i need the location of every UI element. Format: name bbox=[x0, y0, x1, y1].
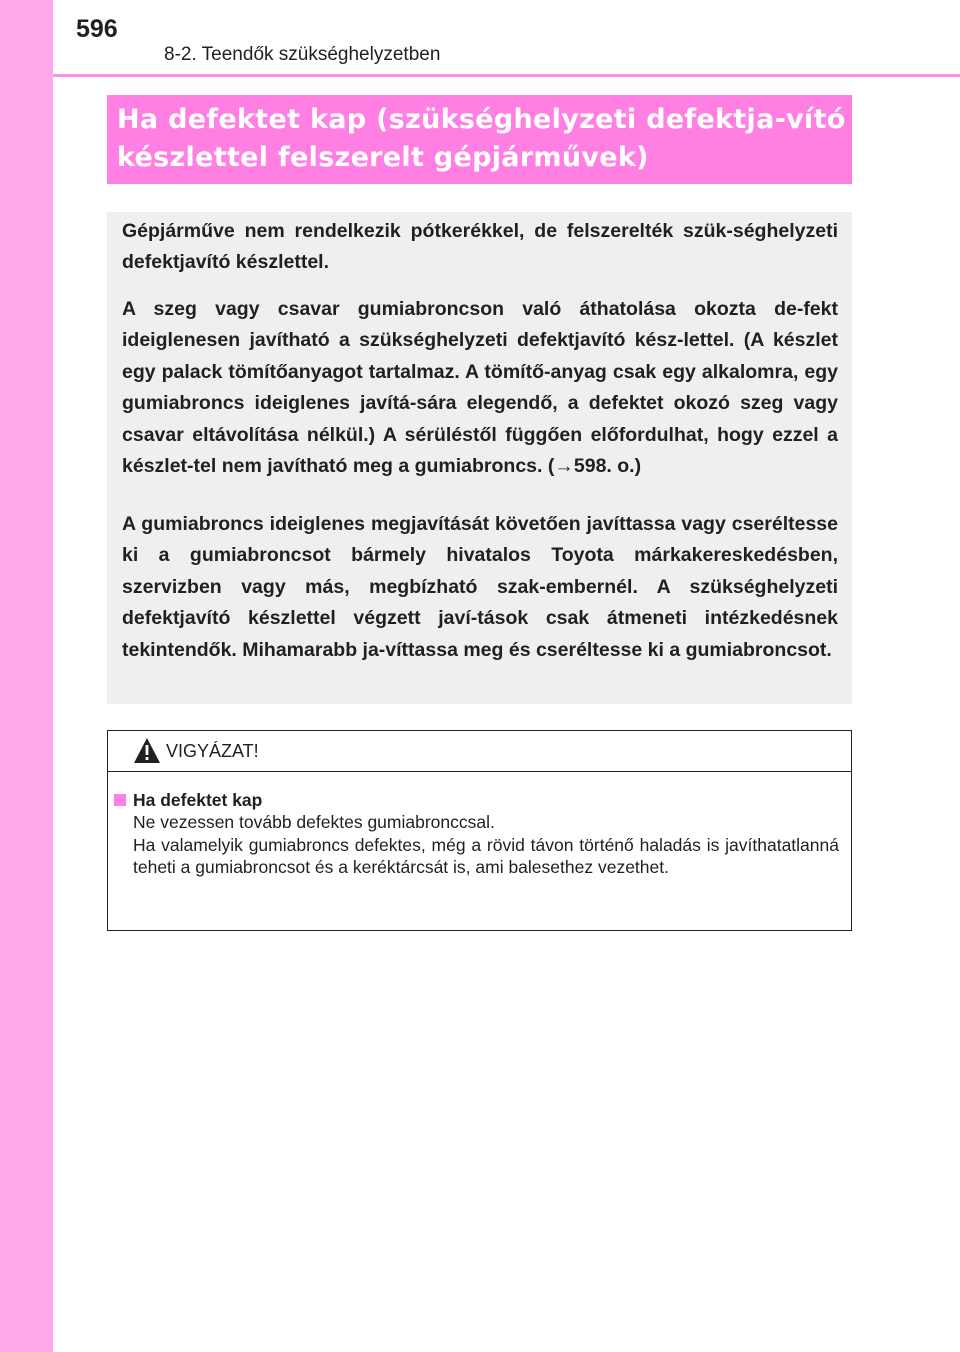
caution-line-1: Ne vezessen tovább defektes gumiabronccsal. bbox=[133, 812, 495, 832]
page-reference-link[interactable]: 598. o.) bbox=[573, 455, 642, 478]
side-color-strip bbox=[0, 0, 53, 1352]
info-paragraph-3: A gumiabroncs ideiglenes megjavítását követően javíttassa vagy cseréltesse ki a gumiabroncsot bármely hivatalos Toyota márkakereskedésben, szervizben vagy más, megbízható szak-embernél. A szükséghelyzeti defektjavító készlettel végzett javí-tások csak átmeneti intézkedésnek tekintendők. Mihamarabb ja-víttassa meg és cseréltesse ki a gumiabroncsot. bbox=[122, 513, 838, 661]
topic-heading-box bbox=[107, 95, 852, 184]
arrow-right-icon: → bbox=[554, 455, 574, 478]
info-paragraph-2 bbox=[122, 294, 838, 482]
caution-subheading-text: Ha defektet kap bbox=[133, 790, 263, 810]
caution-title: VIGYÁZAT! bbox=[166, 741, 259, 761]
caution-header bbox=[108, 731, 851, 772]
info-paragraph-2-text: A szeg vagy csavar gumiabroncson való áthatolása okozta de-fekt ideiglenesen javítható a szükséghelyzeti defektjavító kész-lettel. (A készlet egy palack tömítőanyagot tartalmaz. A tömítő-anyag csak egy alkalomra, egy gumiabroncs ideiglenes javítá-sára elegendő, a defektet okozó szeg vagy csavar eltávolítása nélkül.) A sérüléstől függően előfordulhat, hogy ezzel a készlet-tel nem javítható meg a gumiabroncs. ( bbox=[122, 298, 838, 478]
caution-box bbox=[107, 730, 852, 931]
info-paragraph-1: Gépjárműve nem rendelkezik pótkerékkel, de felszerelték szük-séghelyzeti defektjavító készlettel. bbox=[122, 220, 838, 274]
info-box bbox=[107, 212, 852, 704]
section-title: 8-2. Teendők szükséghelyzetben bbox=[164, 44, 441, 65]
topic-heading: Ha defektet kap (szükséghelyzeti defektja-vító készlettel felszerelt gépjárművek) bbox=[117, 104, 846, 173]
square-bullet-icon bbox=[114, 794, 126, 806]
page-number: 596 bbox=[76, 15, 118, 43]
warning-triangle-icon bbox=[133, 737, 161, 764]
caution-body bbox=[114, 789, 839, 879]
header-divider bbox=[53, 74, 960, 77]
caution-subheading bbox=[114, 789, 839, 811]
caution-line-2: Ha valamelyik gumiabroncs defektes, még a rövid távon történő haladás is javíthatatlanná teheti a gumiabroncsot és a keréktárcsát is, ami balesethez vezethet. bbox=[133, 834, 839, 877]
